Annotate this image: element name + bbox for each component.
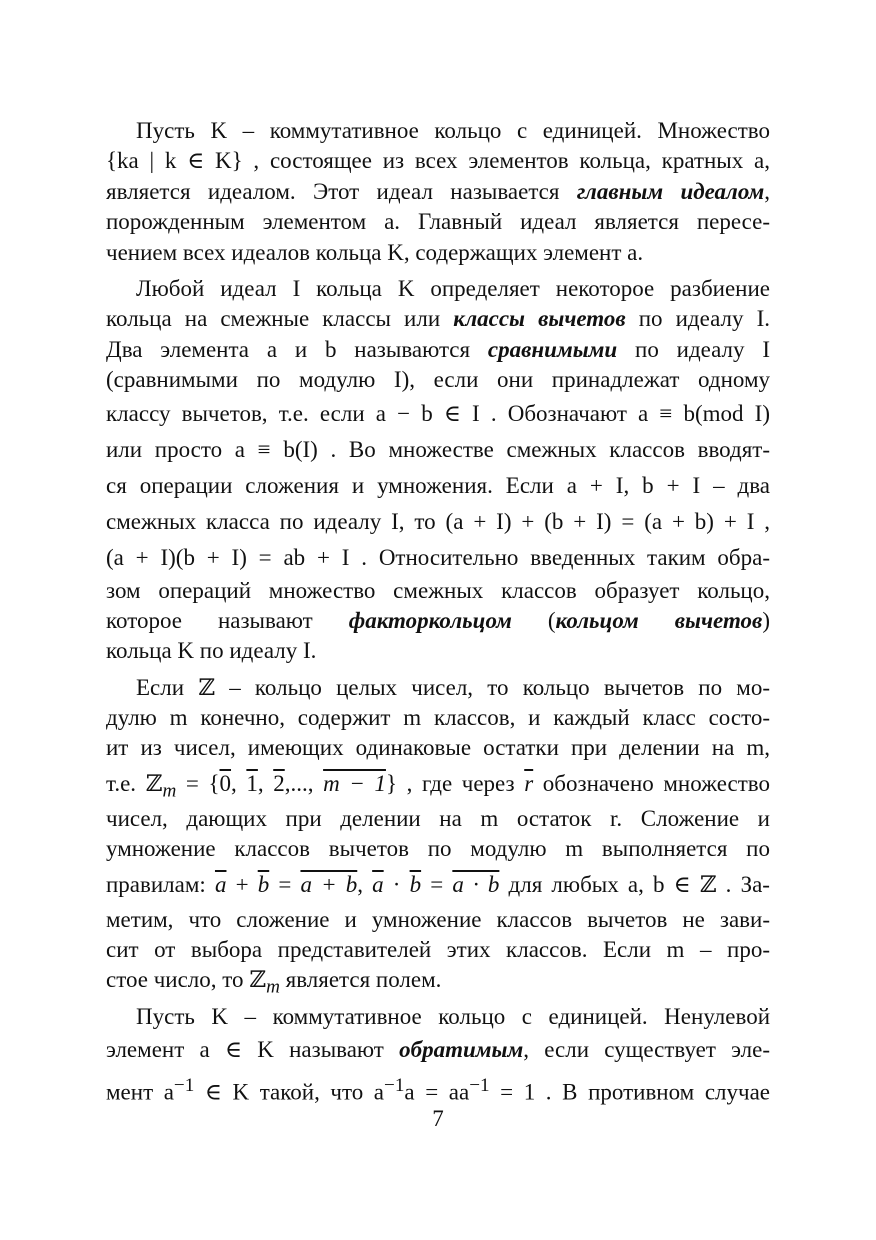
- page-number: 7: [432, 1106, 444, 1131]
- text-line: (сравнимыми по модулю I), если они принадлежат одному: [106, 367, 770, 393]
- text-line: элемент a ∈ K называют обратимым, если существует эле-: [106, 1037, 770, 1063]
- text-line: Пусть K – коммутативное кольцо с единицей. Множество: [136, 118, 770, 143]
- text-line: {ka | k ∈ K} , состоящее из всех элементов кольца, кратных a,: [106, 148, 770, 174]
- text-line: смежных класса по идеалу I, то (a + I) + (b + I) = (a + b) + I ,: [106, 508, 770, 534]
- term-residue-classes: классы вычетов: [453, 306, 626, 332]
- text-line: Два элемента a и b называются сравнимыми по идеалу I: [106, 336, 771, 362]
- text-line: чисел, дающих при делении на m остаток r. Сложение и: [106, 805, 770, 831]
- text-line: метим, что сложение и умножение классов вычетов не зави-: [106, 906, 770, 932]
- text-line: (a + I)(b + I) = ab + I . Относительно введенных таким обра-: [106, 544, 770, 570]
- text-line: кольца K по идеалу I.: [106, 638, 317, 664]
- text-line: или просто a ≡ b(I) . Во множестве смежных классов вводят-: [106, 436, 770, 462]
- term-residue-ring: кольцом вычетов: [555, 607, 763, 633]
- term-invertible: обратимым: [399, 1037, 524, 1063]
- term-principal-ideal: главным идеалом: [576, 178, 765, 204]
- text-line: ся операции сложения и умножения. Если a + I, b + I – два: [106, 472, 770, 498]
- text-line: Если ℤ – кольцо целых чисел, то кольцо вычетов по мо-: [136, 674, 770, 700]
- text-line: дулю m конечно, содержит m классов, и каждый класс состо-: [106, 705, 770, 731]
- text-line: классу вычетов, т.е. если a − b ∈ I . Обозначают a ≡ b(mod I): [106, 400, 770, 426]
- text-line: Любой идеал I кольца K определяет некоторое разбиение: [136, 275, 770, 301]
- text-line: кольца на смежные классы или классы вычетов по идеалу I.: [106, 306, 770, 332]
- text-line: зом операций множество смежных классов образует кольцо,: [106, 577, 770, 603]
- text-line: правилам: $\overline{a} + \overline{b} = a + b$, $\overline{a} \cdot \overline{b} = a \cdot b$ для любых a, b ∈ ℤ . За-: [106, 871, 770, 897]
- text-line: Пусть K – коммутативное кольцо с единицей. Ненулевой: [136, 1003, 770, 1029]
- text-line: является идеалом. Этот идеал называется главным идеалом,: [106, 178, 770, 204]
- text-line: сит от выбора представителей этих классов. Если m – про-: [106, 937, 770, 963]
- text-line: чением всех идеалов кольца K, содержащих элемент a.: [106, 239, 644, 265]
- body-text: [106, 116, 770, 1104]
- term-comparable: сравнимыми: [487, 336, 618, 362]
- text-line: порожденным элементом a. Главный идеал является пересе-: [106, 209, 770, 235]
- term-factor-ring: факторкольцом: [348, 607, 512, 633]
- text-line: стое число, то ℤ$_m$ является полем.: [106, 967, 442, 999]
- text-line: ит из чисел, имеющих одинаковые остатки при делении на m,: [106, 735, 770, 761]
- text-line: умножение классов вычетов по модулю m выполняется по: [106, 836, 770, 862]
- text-line: мент $a^{-1}$ ∈ K такой, что $a^{-1}a = aa^{-1} = 1$ . В противном случае: [106, 1075, 770, 1105]
- text-line: т.е. ℤ$_m$ = {0, 1, 2,..., m − 1} , где через $\overline{r}$ обозначено множество: [106, 770, 770, 802]
- text-line: которое называют факторкольцом (кольцом вычетов): [106, 607, 770, 633]
